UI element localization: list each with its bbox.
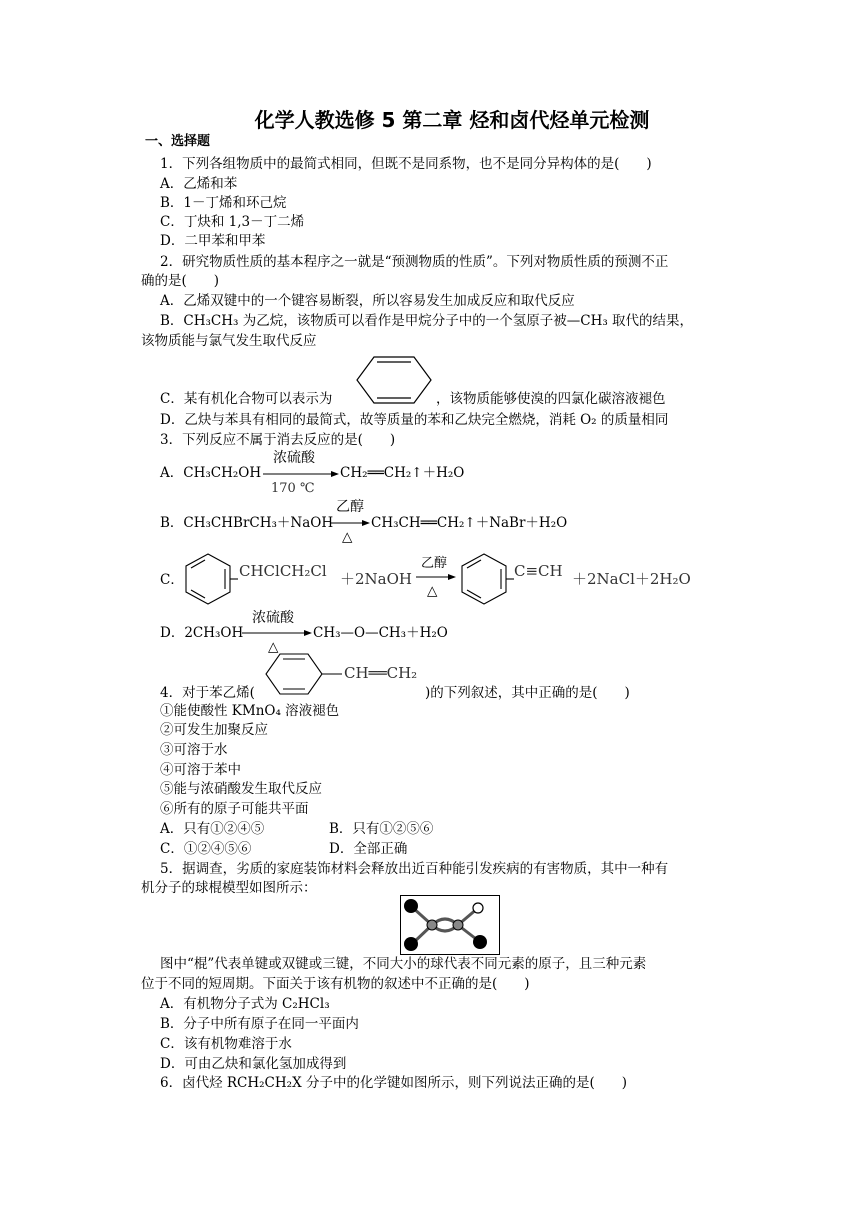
q3-a-product: CH₂══CH₂↑＋H₂O xyxy=(340,465,465,481)
q3-b-product: CH₃CH══CH₂↑＋NaBr＋H₂O xyxy=(371,515,568,531)
q4-item-2: ②可发生加聚反应 xyxy=(160,722,268,738)
q5-stem-line4: 位于不同的短周期。下面关于该有机物的叙述中不正确的是( ) xyxy=(141,976,530,992)
q1-option-a: A．乙烯和苯 xyxy=(160,176,238,192)
q3-c-product-substituent: C≡CH xyxy=(514,562,563,580)
q2-stem-line2: 确的是( ) xyxy=(141,273,220,289)
q4-item-4: ④可溶于苯中 xyxy=(160,762,241,778)
q5-option-b: B．分子中所有原子在同一平面内 xyxy=(160,1016,359,1032)
cyclohexadiene-structure-icon xyxy=(355,355,433,405)
q2-option-c-before: C．某有机化合物可以表示为 xyxy=(160,391,333,407)
q4-item-5: ⑤能与浓硝酸发生取代反应 xyxy=(160,781,322,797)
q1-option-b: B．1－丁烯和环己烷 xyxy=(160,195,287,211)
q3-b-reactant: B．CH₃CHBrCH₃＋NaOH xyxy=(160,515,334,531)
q3-c-condition-below: △ xyxy=(427,583,438,599)
q6-stem: 6．卤代烃 RCH₂CH₂X 分子中的化学键如图所示，则下列说法正确的是( ) xyxy=(160,1075,628,1091)
q4-option-c: C．①②④⑤⑥ xyxy=(160,841,252,857)
q3-c-arrow-icon xyxy=(416,574,456,580)
q3-c-label: C． xyxy=(160,572,184,588)
q3-b-arrow-icon xyxy=(330,520,370,526)
q3-b-condition-below: △ xyxy=(342,529,353,545)
q1-option-c: C．丁炔和 1,3－丁二烯 xyxy=(160,214,305,230)
q2-option-b-line1: B．CH₃CH₃ 为乙烷，该物质可以看作是甲烷分子中的一个氢原子被—CH₃ 取代的结果， xyxy=(160,313,694,329)
q3-c-reagent: ＋2NaOH xyxy=(340,570,412,588)
page-title: 化学人教选修 5 第二章 烃和卤代烃单元检测 xyxy=(254,108,650,132)
q3-a-arrow-icon xyxy=(263,471,339,477)
q4-substituent: CH══CH₂ xyxy=(344,664,418,682)
q2-option-c-after: ，该物质能够使溴的四氯化碳溶液褪色 xyxy=(436,391,666,407)
q3-c-benzene-ring-icon xyxy=(184,552,236,606)
q5-option-c: C．该有机物难溶于水 xyxy=(160,1036,292,1052)
q4-item-6: ⑥所有的原子可能共平面 xyxy=(160,801,309,817)
q3-c-product-benzene-ring-icon xyxy=(460,552,512,606)
styrene-structure-icon xyxy=(268,652,344,696)
q3-a-condition-above: 浓硫酸 xyxy=(273,450,315,466)
q3-b-condition-above: 乙醇 xyxy=(336,499,364,515)
q4-option-a: A．只有①②④⑤ xyxy=(160,821,265,837)
q3-d-product: CH₃—O—CH₃＋H₂O xyxy=(313,625,448,641)
q4-stem-after: )的下列叙述，其中正确的是( ) xyxy=(425,685,630,701)
q3-a-reactant: A．CH₃CH₂OH xyxy=(160,465,262,481)
q2-option-a: A．乙烯双键中的一个键容易断裂，所以容易发生加成反应和取代反应 xyxy=(160,293,575,309)
q3-d-condition-below: △ xyxy=(268,639,279,655)
q4-stem-before: 4．对于苯乙烯( xyxy=(160,685,255,701)
q3-stem: 3．下列反应不属于消去反应的是( ) xyxy=(160,432,396,448)
q2-option-b-line2: 该物质能与氯气发生取代反应 xyxy=(141,333,317,349)
ball-and-stick-model-icon xyxy=(400,895,500,955)
q5-stem-line2: 机分子的球棍模型如图所示： xyxy=(141,880,317,896)
section-heading: 一、选择题 xyxy=(145,134,211,149)
q4-item-3: ③可溶于水 xyxy=(160,742,228,758)
q3-a-condition-below: 170 ℃ xyxy=(271,481,315,496)
q3-d-arrow-icon xyxy=(242,630,312,636)
q1-stem: 1．下列各组物质中的最简式相同，但既不是同系物，也不是同分异构体的是( ) xyxy=(160,156,652,172)
q3-c-condition-above: 乙醇 xyxy=(421,556,448,571)
q4-option-d: D．全部正确 xyxy=(329,841,408,857)
q5-option-d: D．可由乙炔和氯化氢加成得到 xyxy=(160,1056,347,1072)
q5-option-a: A．有机物分子式为 C₂HCl₃ xyxy=(160,996,330,1012)
q1-option-d: D．二甲苯和甲苯 xyxy=(160,233,266,249)
q3-c-byproducts: ＋2NaCl＋2H₂O xyxy=(572,570,691,588)
q4-option-b: B．只有①②⑤⑥ xyxy=(329,821,434,837)
q3-d-reactant: D．2CH₃OH xyxy=(160,625,244,641)
q3-d-condition-above: 浓硫酸 xyxy=(252,610,294,626)
q5-stem-line1: 5．据调查，劣质的家庭装饰材料会释放出近百种能引发疾病的有害物质，其中一种有 xyxy=(160,861,669,877)
q2-option-d: D．乙炔与苯具有相同的最简式，故等质量的苯和乙炔完全燃烧，消耗 O₂ 的质量相同 xyxy=(160,412,669,428)
q2-stem-line1: 2．研究物质性质的基本程序之一就是“预测物质的性质”。下列对物质性质的预测不正 xyxy=(160,254,669,270)
q4-item-1: ①能使酸性 KMnO₄ 溶液褪色 xyxy=(160,703,340,719)
q5-stem-line3: 图中“棍”代表单键或双键或三键，不同大小的球代表不同元素的原子，且三种元素 xyxy=(160,956,647,972)
q3-c-substituent: CHClCH₂Cl xyxy=(239,562,327,580)
